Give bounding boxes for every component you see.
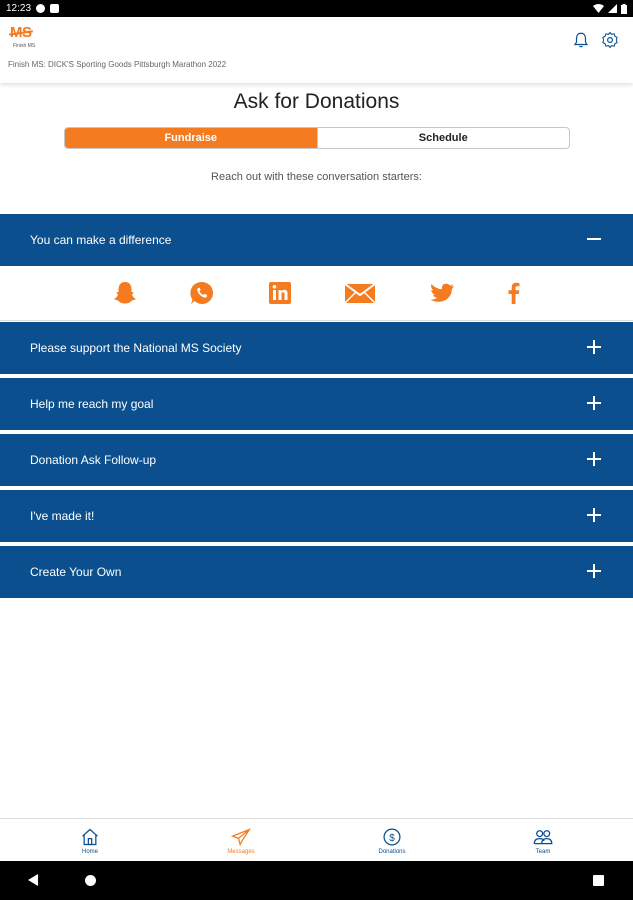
nav-label: Home — [81, 849, 98, 855]
paper-plane-icon — [231, 827, 251, 847]
cell-signal-icon — [608, 4, 617, 13]
linkedin-icon[interactable] — [266, 279, 294, 307]
team-icon — [533, 827, 553, 847]
expand-icon[interactable] — [587, 452, 601, 466]
home-button-icon[interactable] — [85, 875, 96, 886]
expand-icon[interactable] — [587, 564, 601, 578]
tab-fundraise[interactable]: Fundraise — [65, 128, 317, 148]
accordion-header-create-own[interactable] — [0, 546, 633, 598]
bottom-nav — [0, 818, 633, 861]
accordion-header-support-society[interactable] — [0, 322, 633, 374]
accordion-label: Please support the National MS Society — [30, 341, 242, 355]
event-title: Finish MS: DICK'S Sporting Goods Pittsburgh Marathon 2022 — [8, 60, 227, 69]
app-header — [0, 17, 633, 83]
accordion-header-reach-goal[interactable] — [0, 378, 633, 430]
expand-icon[interactable] — [587, 340, 601, 354]
nav-team[interactable] — [493, 819, 593, 862]
recent-apps-icon[interactable] — [593, 875, 604, 886]
email-icon[interactable] — [344, 279, 376, 307]
collapse-icon[interactable] — [587, 232, 601, 246]
bell-icon[interactable] — [572, 31, 590, 49]
nav-label: Team — [535, 849, 551, 855]
status-bar — [0, 0, 633, 17]
expand-icon[interactable] — [587, 396, 601, 410]
intro-text: Reach out with these conversation starters: — [211, 171, 422, 183]
whatsapp-icon[interactable] — [188, 279, 216, 307]
accordion-header-make-difference[interactable] — [0, 214, 633, 266]
finish-ms-logo: Finish MS — [10, 24, 50, 52]
accordion-header-made-it[interactable] — [0, 490, 633, 542]
nav-label: Donations — [378, 849, 406, 855]
accordion-label: I've made it! — [30, 509, 95, 523]
svg-text:$: $ — [389, 832, 395, 844]
notification-app-icon — [36, 4, 45, 13]
sd-card-icon — [50, 4, 59, 13]
nav-home[interactable] — [40, 819, 140, 862]
snapchat-icon[interactable] — [111, 279, 139, 307]
accordion-label: Create Your Own — [30, 565, 122, 579]
accordion-label: Donation Ask Follow-up — [30, 453, 157, 467]
share-icons-row — [0, 266, 633, 321]
tab-schedule[interactable]: Schedule — [317, 128, 570, 148]
battery-icon — [621, 4, 627, 14]
home-icon — [80, 827, 100, 847]
page-title: Ask for Donations — [233, 90, 400, 113]
back-icon[interactable] — [28, 874, 38, 886]
segment-control — [64, 127, 570, 149]
wifi-icon — [593, 4, 604, 13]
nav-donations[interactable] — [342, 819, 442, 862]
nav-messages[interactable] — [191, 819, 291, 862]
expand-icon[interactable] — [587, 508, 601, 522]
status-time: 12:23 — [6, 3, 32, 14]
accordion-label: Help me reach my goal — [30, 397, 154, 411]
facebook-icon[interactable] — [500, 279, 528, 307]
accordion-label: You can make a difference — [30, 233, 172, 247]
nav-label: Messages — [227, 849, 255, 855]
system-nav-bar — [0, 861, 633, 900]
gear-icon[interactable] — [601, 31, 619, 49]
accordion-header-donation-follow-up[interactable] — [0, 434, 633, 486]
twitter-icon[interactable] — [429, 279, 457, 307]
dollar-circle-icon — [382, 827, 402, 847]
